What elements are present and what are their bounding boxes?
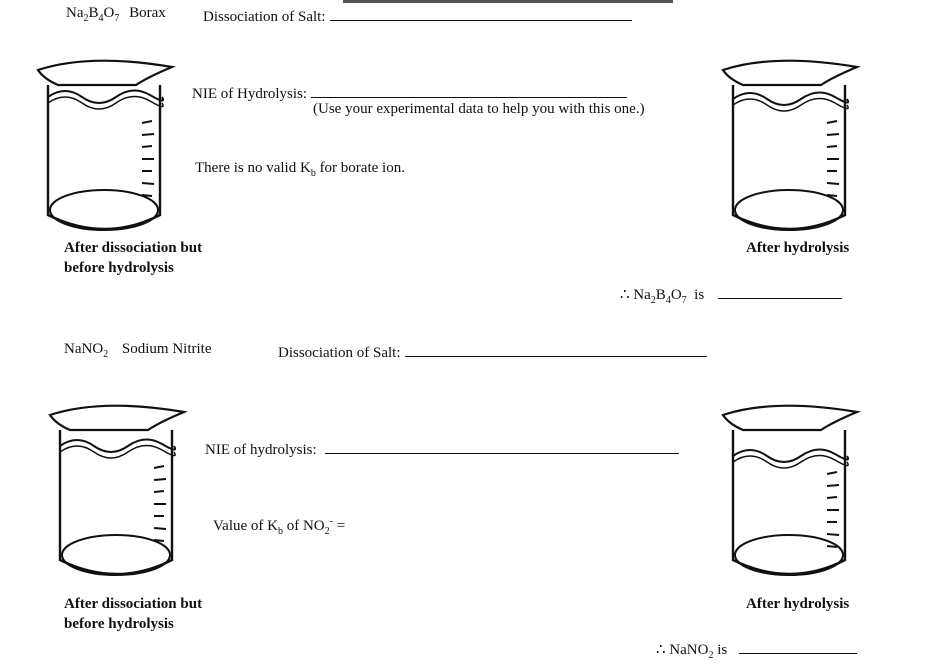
conclusion-row-borax — [620, 283, 842, 306]
dissociation-label: Dissociation of Salt: — [278, 345, 401, 361]
caption-line: After dissociation but — [64, 596, 203, 612]
nie-note: (Use your experimental data to help you with this one.) — [313, 101, 645, 117]
dissociation-answer-blank[interactable] — [405, 341, 707, 357]
top-rule — [343, 0, 673, 3]
kb-statement: There is no valid $K_b$ for borate ion. — [195, 160, 405, 179]
caption-line: before hydrolysis — [64, 260, 174, 276]
caption-after-hydrolysis: After hydrolysis — [746, 596, 850, 612]
nie-label: NIE of Hydrolysis: — [192, 86, 307, 102]
salt-formula-borax — [66, 5, 166, 24]
nie-answer-blank[interactable] — [311, 82, 627, 98]
salt-formula-nitrite — [64, 341, 212, 360]
caption-line: After dissociation but — [64, 240, 203, 256]
nie-answer-blank[interactable] — [325, 438, 679, 454]
dissociation-row-nitrite — [278, 341, 707, 362]
salt-name: Borax — [129, 5, 166, 21]
beaker-icon — [715, 400, 865, 580]
kb-statement: Value of $K_b$ of $NO_2^-$ = — [213, 516, 346, 537]
conclusion-answer-blank[interactable] — [739, 638, 857, 654]
dissociation-row-borax — [203, 5, 632, 26]
nie-row-nitrite — [205, 438, 679, 459]
caption-before-hydrolysis — [64, 594, 202, 634]
conclusion-answer-blank[interactable] — [718, 283, 842, 299]
caption-before-hydrolysis — [64, 238, 202, 278]
nie-row-borax — [192, 82, 627, 103]
caption-after-hydrolysis: After hydrolysis — [746, 240, 850, 256]
beaker-icon — [42, 400, 192, 580]
beaker-icon — [715, 55, 865, 235]
conclusion-label: ∴ NaNO$_2$ is — [656, 642, 728, 661]
beaker-icon — [30, 55, 180, 235]
dissociation-label: Dissociation of Salt: — [203, 9, 326, 25]
salt-formula: NaNO$_2$ — [64, 341, 109, 360]
nie-label: NIE of hydrolysis: — [205, 442, 317, 458]
caption-line: before hydrolysis — [64, 616, 174, 632]
salt-name: Sodium Nitrite — [121, 341, 212, 357]
conclusion-label: ∴ $Na_2B_4O_7$ is — [620, 287, 705, 306]
salt-formula: $Na_2B_4O_7$ — [66, 5, 120, 24]
dissociation-answer-blank[interactable] — [330, 5, 632, 21]
conclusion-row-nitrite — [656, 638, 857, 661]
